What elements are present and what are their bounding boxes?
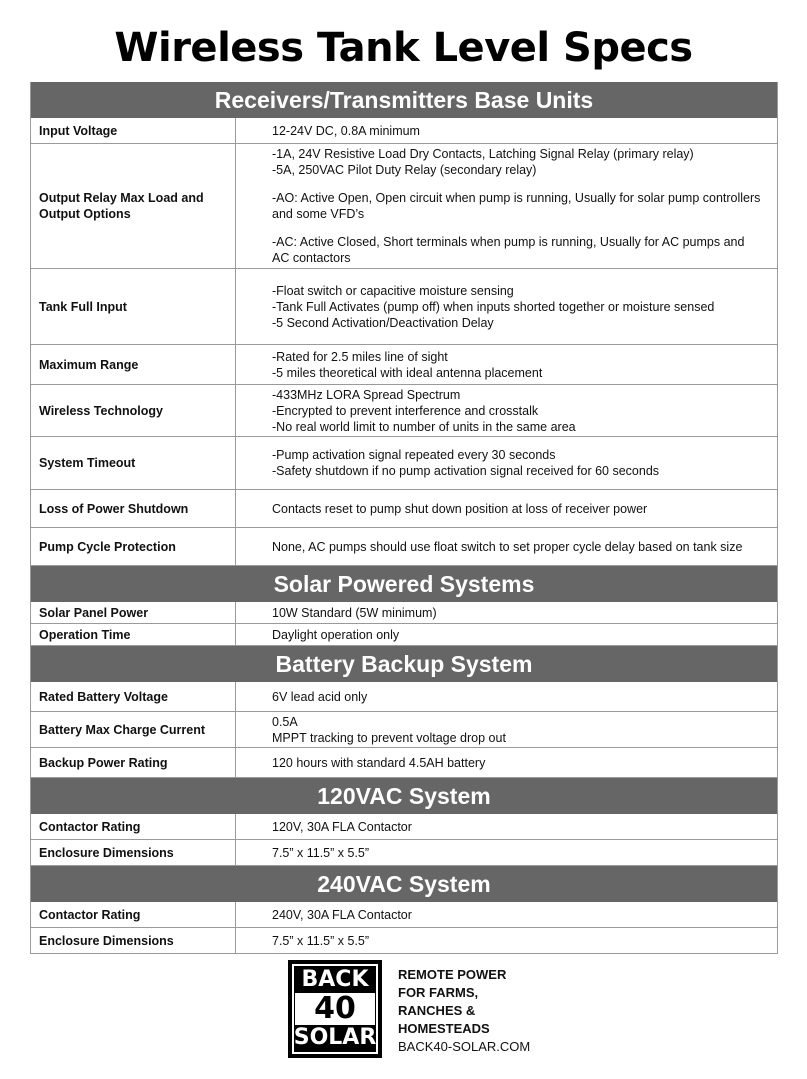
spec-row (30, 748, 778, 778)
spec-value-line: 120 hours with standard 4.5AH battery (272, 755, 486, 770)
spec-row (30, 118, 778, 144)
logo-line-1: BACK (301, 967, 369, 992)
section-heading: 120VAC System (30, 778, 778, 814)
spec-value-line: -AC: Active Closed, Short terminals when pump is running, Usually for AC pumps and AC contactors (272, 235, 745, 265)
spec-label: Input Voltage (31, 118, 236, 143)
spec-value (236, 624, 777, 645)
spec-value (236, 840, 777, 865)
spec-value-line: MPPT tracking to prevent voltage drop out (272, 730, 506, 745)
spec-label: Contactor Rating (31, 814, 236, 839)
spec-row (30, 814, 778, 840)
spec-label: Pump Cycle Protection (31, 528, 236, 565)
spec-sheet (30, 82, 778, 954)
spec-value (236, 602, 777, 623)
spec-label: Contactor Rating (31, 902, 236, 927)
spec-row (30, 490, 778, 528)
spec-value (236, 345, 777, 384)
spec-value-line: -433MHz LORA Spread Spectrum (272, 387, 461, 402)
spec-value-line: 120V, 30A FLA Contactor (272, 819, 412, 834)
section-heading: Solar Powered Systems (30, 566, 778, 602)
spec-value-line: 0.5A (272, 714, 298, 729)
spec-value-line: 7.5” x 11.5” x 5.5” (272, 845, 370, 860)
spec-value-line: -Safety shutdown if no pump activation signal received for 60 seconds (272, 464, 660, 478)
spec-value (236, 385, 777, 436)
spec-value (236, 490, 777, 527)
spec-row (30, 624, 778, 646)
section-heading: 240VAC System (30, 866, 778, 902)
spec-value-line: -Tank Full Activates (pump off) when inputs shorted together or moisture sensed (272, 299, 715, 314)
spec-value-line: -1A, 24V Resistive Load Dry Contacts, Latching Signal Relay (primary relay) (272, 147, 694, 161)
tagline-line: HOMESTEADS (398, 1021, 490, 1036)
spec-label: Enclosure Dimensions (31, 840, 236, 865)
spec-value (236, 269, 777, 344)
spec-label: Loss of Power Shutdown (31, 490, 236, 527)
spec-row (30, 682, 778, 712)
spec-value-line: 10W Standard (5W minimum) (272, 605, 437, 620)
spec-value (236, 682, 777, 711)
spec-value (236, 528, 777, 565)
spec-row (30, 712, 778, 748)
logo-line-2: 40 (295, 993, 375, 1025)
spec-value (236, 118, 777, 143)
spec-value (236, 144, 777, 268)
spec-value-line: 12-24V DC, 0.8A minimum (272, 123, 420, 138)
tagline-line: FOR FARMS, (398, 985, 479, 1000)
spec-value-line: -Encrypted to prevent interference and crosstalk (272, 403, 539, 418)
spec-row (30, 269, 778, 345)
spec-value-line: -5 Second Activation/Deactivation Delay (272, 315, 494, 330)
spec-row (30, 144, 778, 269)
spec-label: System Timeout (31, 437, 236, 489)
spec-label: Solar Panel Power (31, 602, 236, 623)
section-heading: Battery Backup System (30, 646, 778, 682)
spec-value (236, 928, 777, 953)
spec-value-line: Contacts reset to pump shut down position at loss of receiver power (272, 501, 648, 516)
website-link[interactable]: BACK40-SOLAR.COM (398, 1039, 531, 1054)
spec-row (30, 528, 778, 566)
spec-label: Enclosure Dimensions (31, 928, 236, 953)
page-title: Wireless Tank Level Specs (114, 25, 693, 71)
spec-value (236, 748, 777, 777)
footer (288, 960, 588, 1060)
spec-value (236, 712, 777, 747)
spec-value (236, 814, 777, 839)
spec-value-line: Daylight operation only (272, 627, 400, 642)
spec-label: Rated Battery Voltage (31, 682, 236, 711)
spec-row (30, 385, 778, 437)
spacer (272, 222, 763, 234)
spec-value-line: 240V, 30A FLA Contactor (272, 907, 412, 922)
spec-label: Operation Time (31, 624, 236, 645)
spec-value-line: -Pump activation signal repeated every 30 seconds (272, 448, 556, 462)
spec-value-line: -5A, 250VAC Pilot Duty Relay (secondary relay) (272, 163, 537, 177)
spec-label: Backup Power Rating (31, 748, 236, 777)
logo-line-3: SOLAR (293, 1025, 377, 1050)
spec-row (30, 437, 778, 490)
tagline-line: REMOTE POWER (398, 967, 507, 982)
section-heading: Receivers/Transmitters Base Units (30, 82, 778, 118)
tagline-line: RANCHES & (398, 1003, 476, 1018)
spec-value (236, 902, 777, 927)
spec-row (30, 602, 778, 624)
spec-value (236, 437, 777, 489)
spec-row (30, 345, 778, 385)
spec-value-line: None, AC pumps should use float switch to set proper cycle delay based on tank size (272, 539, 743, 554)
spec-value-line: -Rated for 2.5 miles line of sight (272, 349, 448, 364)
spec-value-line: 7.5” x 11.5” x 5.5” (272, 933, 370, 948)
tagline (398, 966, 506, 1038)
spec-label: Battery Max Charge Current (31, 712, 236, 747)
spec-row (30, 902, 778, 928)
spec-label: Output Relay Max Load and Output Options (31, 144, 236, 268)
spec-value-line: 6V lead acid only (272, 689, 368, 704)
spec-value-line: -5 miles theoretical with ideal antenna placement (272, 365, 543, 380)
spec-value-line: -AO: Active Open, Open circuit when pump is running, Usually for solar pump controllers and some VFD’s (272, 191, 761, 221)
spec-label: Tank Full Input (31, 269, 236, 344)
spacer (272, 178, 763, 190)
spec-row (30, 840, 778, 866)
back40-solar-logo (288, 960, 382, 1058)
spec-label: Maximum Range (31, 345, 236, 384)
spec-row (30, 928, 778, 954)
spec-label: Wireless Technology (31, 385, 236, 436)
spec-value-line: -Float switch or capacitive moisture sensing (272, 283, 514, 298)
spec-value-line: -No real world limit to number of units in the same area (272, 419, 576, 434)
